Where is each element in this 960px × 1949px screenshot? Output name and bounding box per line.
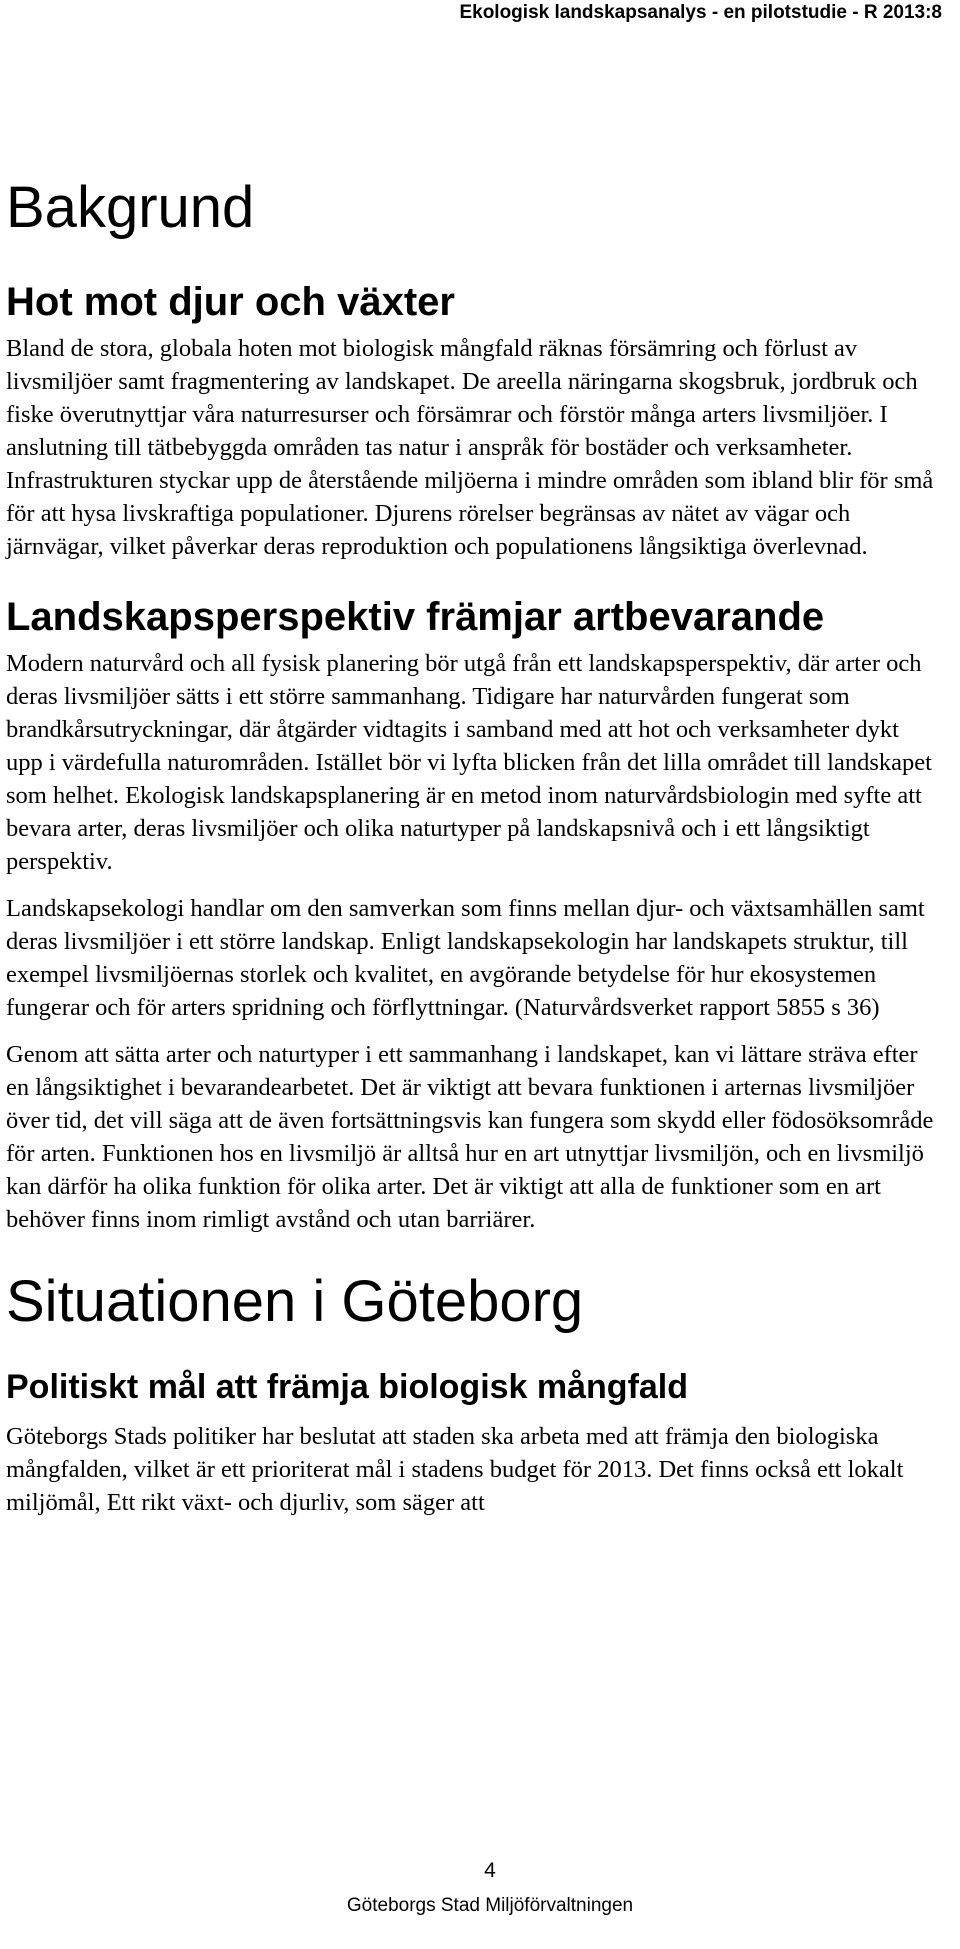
paragraph: Landskapsekologi handlar om den samverkan som finns mellan djur- och växtsamhällen samt deras livsmiljöer i ett större landskap. Enligt landskapsekologin har landskapets struktur, till exempel livsmiljöernas storlek och kvalitet, en avgörande betydelse för hur ekosystemen fungerar och för arters spridning och förflyttningar. (Naturvårdsverket rapport 5855 s 36) [6, 895, 925, 1021]
paragraph: Genom att sätta arter och naturtyper i ett sammanhang i landskapet, kan vi lättare sträva efter en långsiktighet i bevarandearbetet. Det är viktigt att bevara funktionen i arternas livsmiljöer över tid, det vill säga att de även fortsättningsvis kan fungera som skydd eller födosöksområde för arten. Funktionen hos en livsmiljö är alltså hur en art utnyttjar livsmiljön, och en livsmiljö kan därför ha olika funktion för olika arter. Det är viktigt att alla de funktioner som en art behöver finns inom rimligt avstånd och utan barriärer. [6, 1041, 934, 1233]
page-number: 4 [484, 1859, 496, 1882]
paragraph: Bland de stora, globala hoten mot biologisk mångfald räknas försämring och förlust av livsmiljöer samt fragmentering av landskapet. De areella näringarna skogsbruk, jordbruk och fiske överutnyttjar våra naturresurser och försämrar och förstör många arters livsmiljöer. I anslutning till tätbebyggda områden tas natur i anspråk för bostäder och verksamheter. Infrastrukturen styckar upp de återstående miljöerna i mindre områden som ibland blir för små för att hysa livskraftiga populationer. Djurens rörelser begränsas av nätet av vägar och järnvägar, vilket påverkar deras reproduktion och populationens långsiktiga överlevnad. [6, 335, 934, 560]
paragraph: Göteborgs Stads politiker har beslutat att staden ska arbeta med att främja den biologiska mångfalden, vilket är ett prioriterat mål i stadens budget för 2013. Det finns också ett lokalt miljömål, Ett rikt växt- och djurliv, som säger att [6, 1423, 904, 1516]
heading-landskapsperspektiv: Landskapsperspektiv främjar artbevarande [6, 595, 825, 639]
section-title-situationen: Situationen i Göteborg [6, 1269, 584, 1334]
section-politiskt-body [6, 1420, 936, 1519]
paragraph: Modern naturvård och all fysisk planering bör utgå från ett landskapsperspektiv, där arter och deras livsmiljöer sätts i ett större sammanhang. Tidigare har naturvården fungerat som brandkårsutryckningar, där åtgärder vidtagits i samband med att hot och verksamheter dykt upp i värdefulla naturområden. Istället bör vi lyfta blicken från det lilla området till landskapet som helhet. Ekologisk landskapsplanering är en metod inom naturvårdsbiologin med syfte att bevara arter, deras livsmiljöer och olika naturtyper på landskapsnivå och i ett långsiktigt perspektiv. [6, 650, 932, 875]
heading-hot-mot-djur: Hot mot djur och växter [6, 280, 455, 324]
footer-organization: Göteborgs Stad Miljöförvaltningen [346, 1895, 634, 1916]
section-landskap-body [6, 647, 936, 1236]
section-title-bakgrund: Bakgrund [6, 175, 255, 240]
running-header: Ekologisk landskapsanalys - en pilotstudie - R 2013:8 [459, 2, 942, 23]
heading-politiskt-mal: Politiskt mål att främja biologisk mångfald [6, 1368, 689, 1406]
section-hot-body [6, 332, 936, 563]
page-content [6, 176, 936, 1519]
